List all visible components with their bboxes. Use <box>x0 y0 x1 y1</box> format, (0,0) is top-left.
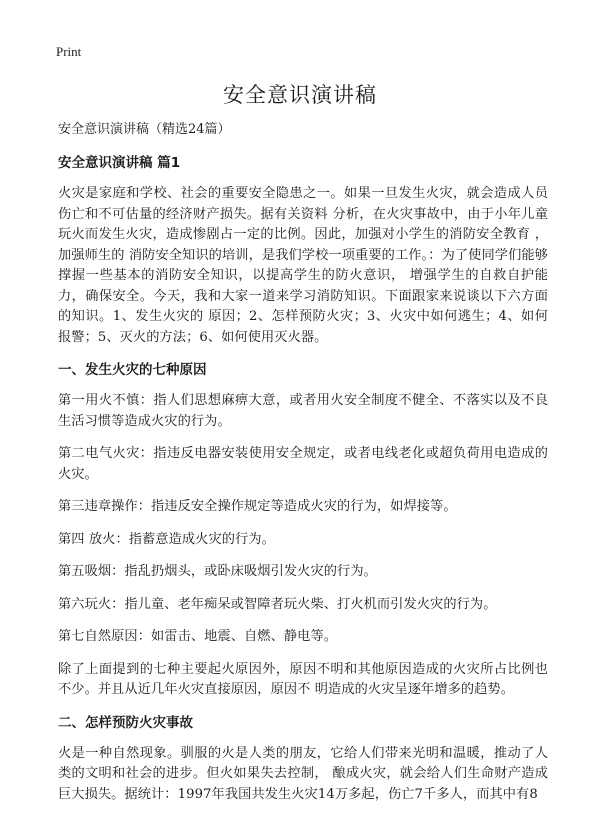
prevention-paragraph: 火是一种自然现象。驯服的火是人类的朋友，它给人们带来光明和温暖，推动了人类的文明和社会的进步。但火如果失去控制， 酿成火灾，就会给人们生命财产造成巨大损失。据统计：1997年我国共发生火灾14万多起，伤亡7千多人，而其中有8 <box>58 745 548 802</box>
cause-paragraph-6: 第六玩火：指儿童、老年痴呆或智障者玩火柴、打火机而引发火灾的行为。 <box>58 596 497 612</box>
cause-paragraph-1: 第一用火不慎：指人们思想麻痹大意，或者用火安全制度不健全、不落实以及不良生活习惯等造成火灾的行为。 <box>58 393 548 429</box>
document-subtitle: 安全意识演讲稿（精选24篇） <box>58 122 231 137</box>
section-heading-causes: 一、发生火灾的七种原因 <box>58 362 207 378</box>
summary-paragraph: 除了上面提到的七种主要起火原因外，原因不明和其他原因造成的火灾所占比例也不少。并且从近几年火灾直接原因，原因不 明造成的火灾呈逐年增多的趋势。 <box>58 661 548 697</box>
cause-paragraph-2: 第二电气火灾：指违反电器安装使用安全规定，或者电线老化或超负荷用电造成的火灾。 <box>58 446 548 482</box>
print-link[interactable]: Print <box>56 44 82 59</box>
cause-paragraph-3: 第三违章操作：指违反安全操作规定等造成火灾的行为，如焊接等。 <box>58 499 457 514</box>
cause-paragraph-4: 第四 放火：指蓄意造成火灾的行为。 <box>58 531 275 547</box>
article-body <box>58 120 548 815</box>
page-title: 安全意识演讲稿 <box>223 83 377 107</box>
section-heading-prevention: 二、怎样预防火灾事故 <box>58 714 193 731</box>
cause-paragraph-7: 第七自然原因：如雷击、地震、自燃、静电等。 <box>58 629 338 644</box>
cause-paragraph-5: 第五吸烟：指乱扔烟头，或卧床吸烟引发火灾的行为。 <box>58 564 377 579</box>
intro-paragraph: 火灾是家庭和学校、社会的重要安全隐患之一。如果一旦发生火灾，就会造成人员伤亡和不可估量的经济财产损失。据有关资料 分析，在火灾事故中，由于小年儿童玩火而发生火灾，造成惨剧占一定的比例。因此，加强对小学生的消防安全教育 ，加强师生的 消防安全知识的培训，是我们学校一项重要的工作。：为了使同学们能够撑握一些基本的消防安全知识，以提高学生的防火意识， 增强学生的自救自护能力，确保安全。今天，我和大家一道来学习消防知识。下面跟家来说谈以下六方面的知识。1、发生火灾的 原因；2、怎样预防火灾；3、火灾中如何逃生；4、如何报警；5、灭火的方法；6、如何使用灭火器。 <box>58 186 548 345</box>
article-heading: 安全意识演讲稿 篇1 <box>58 155 181 171</box>
